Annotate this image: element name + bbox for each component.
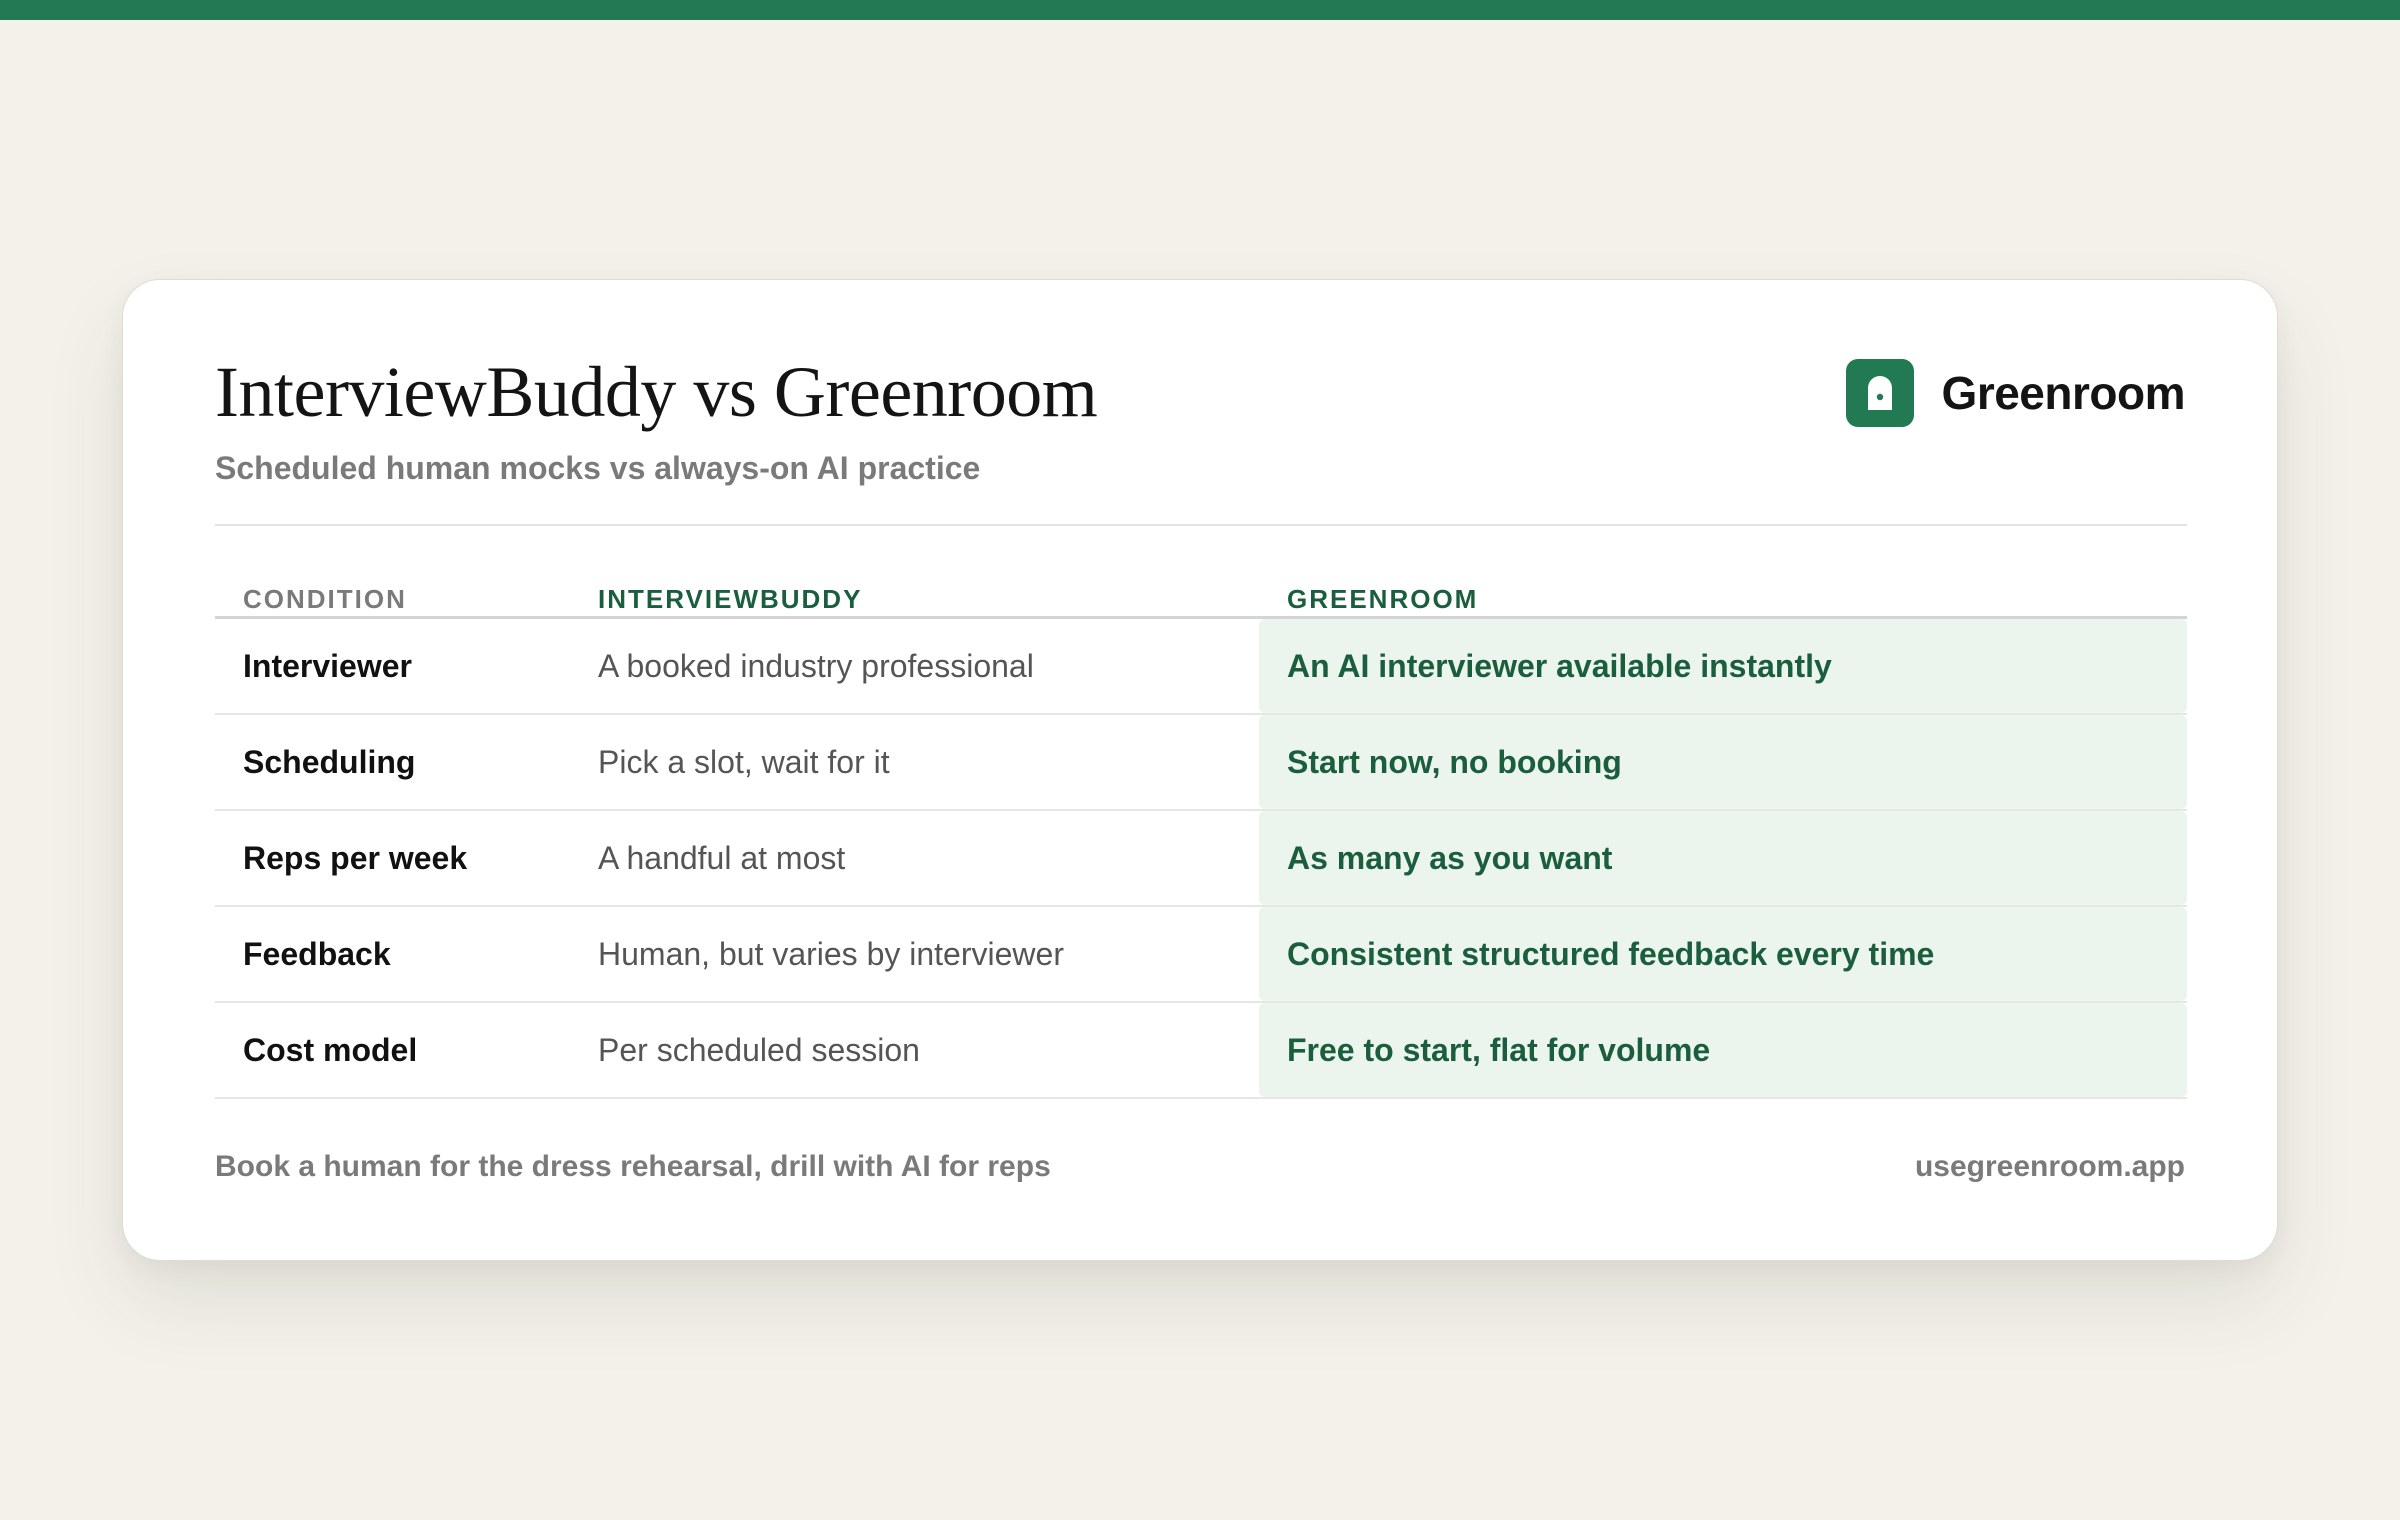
- comparison-table: [215, 580, 2187, 1099]
- interviewbuddy-cell: A handful at most: [598, 839, 846, 876]
- interviewbuddy-cell: Human, but varies by interviewer: [598, 935, 1064, 972]
- top-accent-bar: [0, 0, 2400, 20]
- table-row: [215, 811, 2187, 907]
- interviewbuddy-cell: Pick a slot, wait for it: [598, 743, 890, 780]
- condition-cell: Cost model: [243, 1031, 418, 1068]
- condition-cell: Interviewer: [243, 647, 412, 684]
- column-header-interviewbuddy: INTERVIEWBUDDY: [598, 584, 863, 614]
- table-row: [215, 907, 2187, 1003]
- interviewbuddy-cell: Per scheduled session: [598, 1031, 920, 1068]
- column-header-condition: CONDITION: [243, 584, 407, 614]
- brand-lockup: [1846, 359, 2185, 427]
- header-divider: [215, 524, 2187, 526]
- page-subtitle: Scheduled human mocks vs always-on AI practice: [215, 450, 981, 486]
- greenroom-cell: Consistent structured feedback every time: [1259, 907, 2187, 1001]
- table-row: [215, 715, 2187, 811]
- column-header-greenroom: GREENROOM: [1287, 584, 1479, 614]
- condition-cell: Scheduling: [243, 743, 416, 780]
- footer-tagline: Book a human for the dress rehearsal, drill with AI for reps: [215, 1150, 1051, 1183]
- greenroom-cell: Start now, no booking: [1259, 715, 2187, 809]
- table-header-row: [215, 580, 2187, 619]
- greenroom-cell: As many as you want: [1259, 811, 2187, 905]
- brand-name: Greenroom: [1941, 367, 2185, 419]
- greenroom-cell: An AI interviewer available instantly: [1259, 619, 2187, 713]
- page-title: InterviewBuddy vs Greenroom: [215, 352, 1098, 432]
- table-row: [215, 619, 2187, 715]
- door-lock-icon: [1846, 359, 1914, 427]
- footer-url: usegreenroom.app: [1914, 1150, 2185, 1183]
- greenroom-cell: Free to start, flat for volume: [1259, 1003, 2187, 1097]
- interviewbuddy-cell: A booked industry professional: [598, 647, 1034, 684]
- condition-cell: Feedback: [243, 935, 391, 972]
- table-row: [215, 1003, 2187, 1099]
- condition-cell: Reps per week: [243, 839, 468, 876]
- comparison-card: [122, 279, 2278, 1261]
